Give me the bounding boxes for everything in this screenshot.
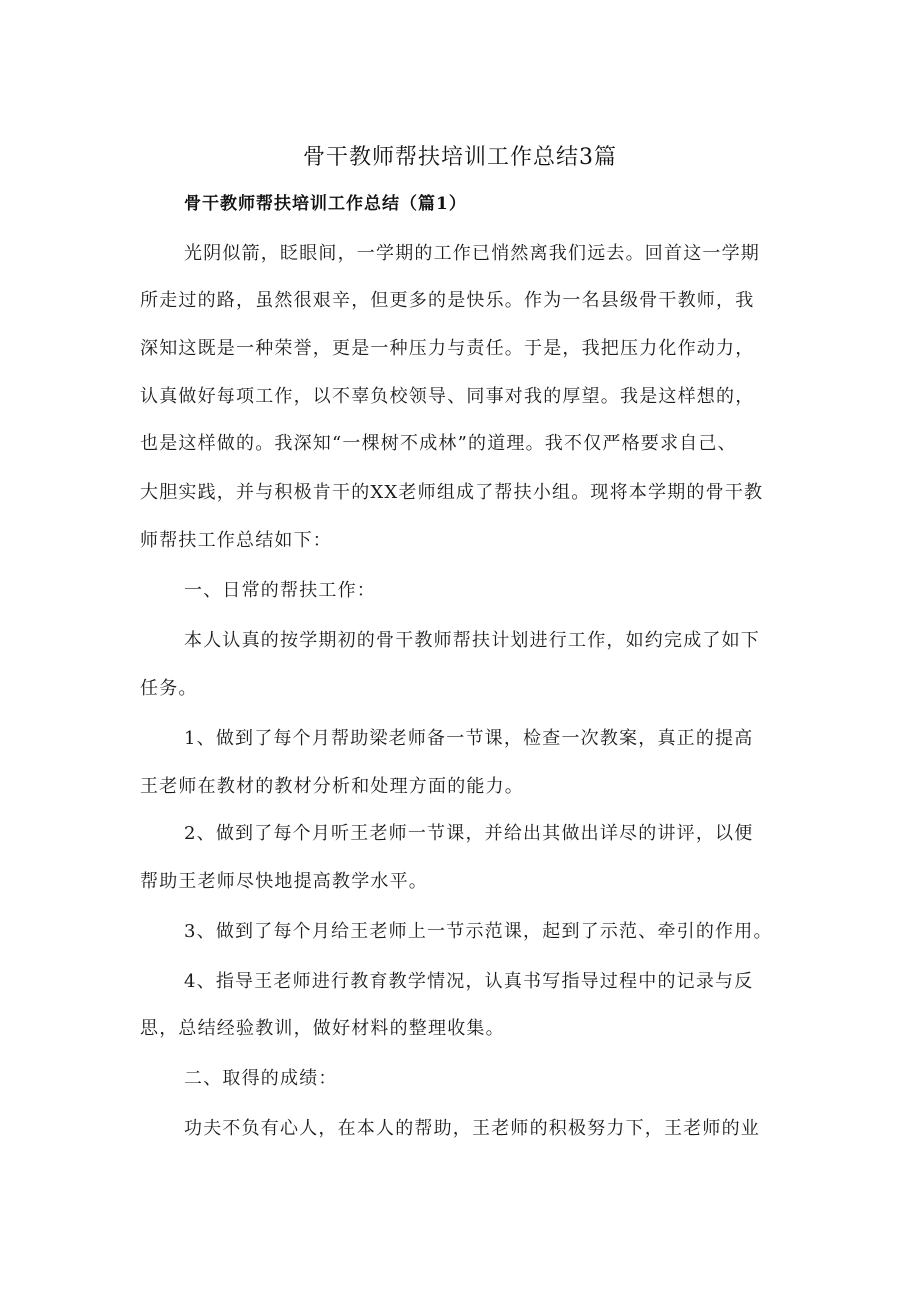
text-line: 任务。 xyxy=(140,678,198,699)
text-line: 二、取得的成绩： xyxy=(184,1068,338,1089)
text-line: 所走过的路，虽然很艰辛，但更多的是快乐。作为一名县级骨干教师，我 xyxy=(140,290,755,311)
text-line: 1、做到了每个月帮助梁老师备一节课，检查一次教案，真正的提高 xyxy=(184,728,754,749)
text-line: 3、做到了每个月给王老师上一节示范课，起到了示范、牵引的作用。 xyxy=(184,921,773,942)
text-line: 功夫不负有心人，在本人的帮助，王老师的积极努力下，王老师的业 xyxy=(184,1118,760,1139)
text-line: 思，总结经验教训，做好材料的整理收集。 xyxy=(140,1018,505,1039)
text-line: 深知这既是一种荣誉，更是一种压力与责任。于是，我把压力化作动力， xyxy=(140,338,755,359)
text-line: 师帮扶工作总结如下： xyxy=(140,530,332,551)
text-line: 认真做好每项工作，以不辜负校领导、同事对我的厚望。我是这样想的， xyxy=(140,386,755,407)
text-line: 4、指导王老师进行教育教学情况，认真书写指导过程中的记录与反 xyxy=(184,971,754,992)
text-line: 光阴似箭，眨眼间，一学期的工作已悄然离我们远去。回首这一学期 xyxy=(184,243,760,264)
text-line: 一、日常的帮扶工作： xyxy=(184,580,376,601)
text-line: 本人认真的按学期初的骨干教师帮扶计划进行工作，如约完成了如下 xyxy=(184,630,760,651)
document-title: 骨干教师帮扶培训工作总结3篇 xyxy=(303,145,617,170)
text-line: 帮助王老师尽快地提高教学水平。 xyxy=(140,871,428,892)
text-line: 也是这样做的。我深知“一棵树不成林”的道理。我不仅严格要求自己、 xyxy=(140,433,737,454)
text-line: 王老师在教材的教材分析和处理方面的能力。 xyxy=(140,776,524,797)
text-line: 2、做到了每个月听王老师一节课，并给出其做出详尽的讲评，以便 xyxy=(184,823,754,844)
section-heading: 骨干教师帮扶培训工作总结（篇1） xyxy=(184,194,467,214)
text-line: 大胆实践，并与积极肯干的XX老师组成了帮扶小组。现将本学期的骨干教 xyxy=(140,482,764,503)
